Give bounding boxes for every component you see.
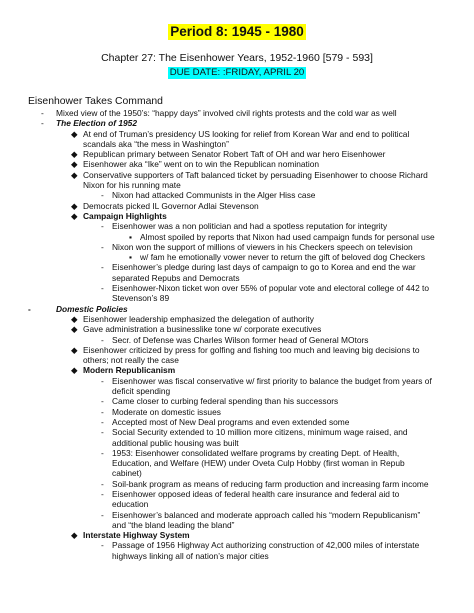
- dash-marker: -: [41, 108, 44, 118]
- subheading-campaign: Campaign Highlights: [83, 210, 167, 221]
- list-item: - Came closer to curbing federal spending than his successors: [101, 396, 339, 407]
- list-item: ◆ Eisenhower aka “Ike” went on to win the Republican nomination: [71, 159, 320, 170]
- list-item: - Passage of 1956 Highway Act authorizing construction of 42,000 miles of interstate highways linking all of nation’s major cities: [101, 540, 420, 561]
- diamond-icon: ◆: [71, 200, 78, 211]
- list-item: - Moderate on domestic issues: [101, 406, 221, 417]
- dash-marker: -: [101, 221, 104, 232]
- diamond-icon: ◆: [71, 313, 78, 324]
- dash-marker: -: [101, 283, 104, 294]
- dash-marker: -: [101, 478, 104, 489]
- diamond-icon: ◆: [71, 365, 78, 376]
- list-item: ◆ Eisenhower criticized by press for golfing and fishing too much and leaving big decisions to others; not really the case: [71, 344, 420, 366]
- list-item: [0, 304, 474, 314]
- diamond-icon: ◆: [71, 324, 78, 335]
- dash-marker: -: [101, 190, 104, 201]
- dash-marker: -: [101, 540, 104, 551]
- dash-marker: -: [28, 303, 31, 314]
- subheading-election: The Election of 1952: [56, 118, 137, 129]
- dash-marker: -: [101, 416, 104, 427]
- list-item: [0, 211, 474, 221]
- title-block: [0, 0, 474, 41]
- list-item: - Secr. of Defense was Charles Wilson former head of General MOtors: [101, 334, 369, 345]
- bullet-icon: ▪: [129, 231, 132, 242]
- subheading-modern-republicanism: Modern Republicanism: [83, 365, 176, 376]
- list-item: - Eisenhower was fiscal conservative w/ first priority to balance the budget from years of deficit spending: [101, 375, 432, 397]
- list-item: - Eisenhower opposed ideas of federal health care insurance and federal aid to education: [101, 488, 400, 510]
- dash-marker: -: [101, 427, 104, 438]
- diamond-icon: ◆: [71, 169, 78, 180]
- list-item: - Nixon had attacked Communists in the Alger Hiss case: [101, 190, 316, 201]
- list-item: - Eisenhower-Nixon ticket won over 55% of popular vote and electoral college of 442 to Stevenson’s 89: [101, 283, 430, 304]
- page-title: Period 8: 1945 - 1980: [170, 24, 304, 39]
- list-item: [0, 530, 474, 540]
- diamond-icon: ◆: [71, 128, 78, 139]
- list-item: - Accepted most of New Deal programs and even extended some: [101, 416, 350, 427]
- list-item: - Soil-bank program as means of reducing farm production and increasing farm income: [101, 478, 429, 489]
- diamond-icon: ◆: [71, 159, 78, 170]
- due-date: DUE DATE: :FRIDAY, APRIL 20: [169, 67, 305, 78]
- dash-marker: -: [101, 241, 104, 252]
- list-item: - Eisenhower was a non politician and had a spotless reputation for integrity: [101, 221, 388, 232]
- list-item: ◆ Eisenhower leadership emphasized the delegation of authority: [71, 313, 314, 324]
- bullet-icon: ▪: [129, 252, 132, 263]
- dash-marker: -: [101, 509, 104, 520]
- chapter-heading: Chapter 27: The Eisenhower Years, 1952-1960 [579 - 593]: [101, 52, 373, 64]
- list-item: [0, 365, 474, 375]
- list-item: ◆ Democrats picked IL Governor Adlai Stevenson: [71, 200, 259, 211]
- dash-marker: -: [101, 375, 104, 386]
- list-item: ▪ w/ fam he emotionally vower never to return the gift of beloved dog Checkers: [129, 252, 425, 263]
- dash-marker: -: [101, 262, 104, 273]
- outline-list: [0, 108, 474, 561]
- list-item: - 1953: Eisenhower consolidated welfare programs by creating Dept. of Health, Education, and Welfare (HEW) under Oveta Culp Hobby (first woman in Repub cabinet): [101, 447, 405, 479]
- section-title: Eisenhower Takes Command: [28, 96, 163, 107]
- list-item: - Eisenhower’s pledge during last days of campaign to go to Korea and end the war separated Repubs and Democrats: [101, 262, 416, 283]
- diamond-icon: ◆: [71, 530, 78, 541]
- diamond-icon: ◆: [71, 210, 78, 221]
- due-date-block: [0, 65, 474, 79]
- subheading-domestic: Domestic Policies: [56, 303, 128, 314]
- list-item: - Social Security extended to 10 million more citizens, minimum wage raised, and additional public housing was built: [101, 427, 408, 448]
- list-item: ◆ At end of Truman’s presidency US looking for relief from Korean War and end to political scandals aka “the mess in Washington”: [71, 128, 410, 149]
- dash-marker: -: [101, 406, 104, 417]
- list-item: ◆ Conservative supporters of Taft balanced ticket by persuading Eisenhower to choose Richard Nixon for his running mate: [71, 169, 428, 191]
- list-item: - Eisenhower’s balanced and moderate approach called his “modern Republicanism” and “the bland leading the bland”: [101, 509, 421, 530]
- list-item: [0, 118, 474, 128]
- dash-marker: -: [101, 447, 104, 458]
- list-item: ◆ Republican primary between Senator Robert Taft of OH and war hero Eisenhower: [71, 149, 386, 160]
- list-item: ▪ Almost spoiled by reports that Nixon had used campaign funds for personal use: [129, 231, 435, 242]
- list-item: ◆ Gave administration a businesslike tone w/ corporate executives: [71, 324, 322, 335]
- diamond-icon: ◆: [71, 149, 78, 160]
- dash-marker: -: [101, 334, 104, 345]
- subheading-interstate: Interstate Highway System: [83, 530, 190, 541]
- dash-marker: -: [101, 488, 104, 499]
- list-item: - Mixed view of the 1950’s: “happy days” involved civil rights protests and the cold war as well: [41, 108, 397, 118]
- list-item: - Nixon won the support of millions of viewers in his Checkers speech on television: [101, 241, 413, 252]
- dash-marker: -: [41, 118, 44, 129]
- dash-marker: -: [101, 396, 104, 407]
- diamond-icon: ◆: [71, 344, 78, 355]
